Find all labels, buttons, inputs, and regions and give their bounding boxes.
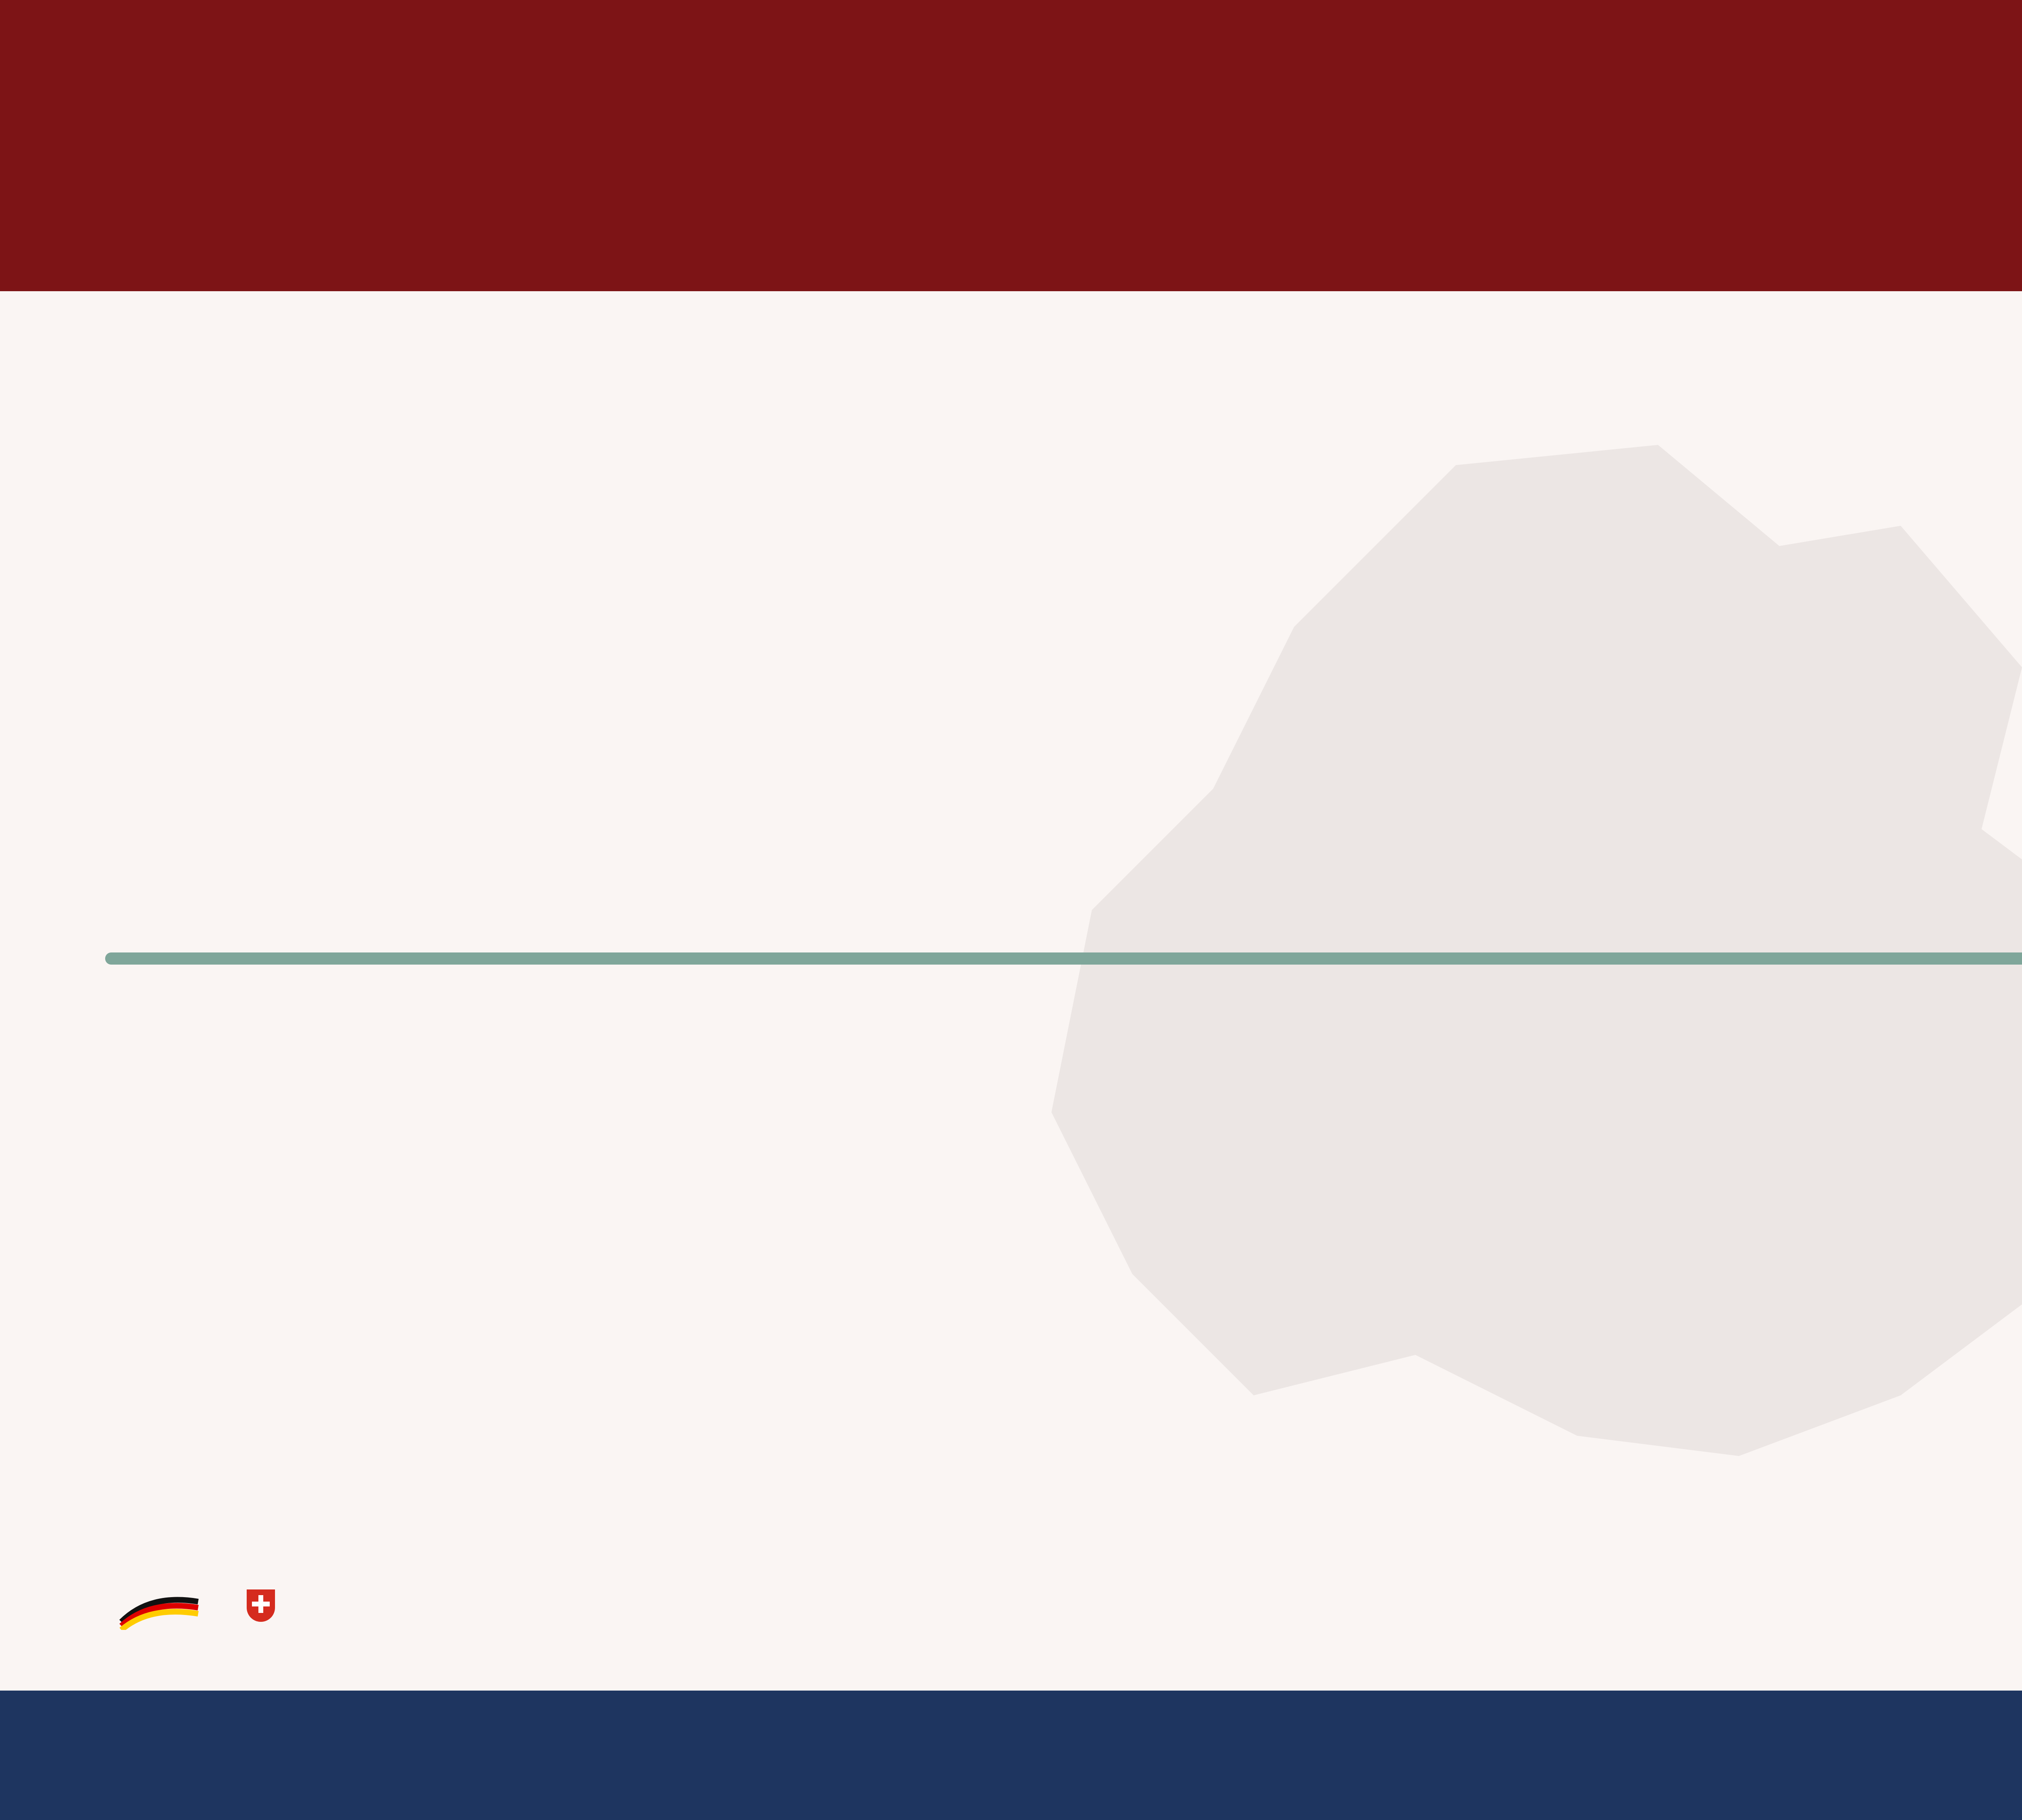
german-flag-swoosh-icon	[117, 1594, 206, 1630]
german-cooperation-logo	[117, 1594, 206, 1666]
header-banner	[0, 0, 2022, 291]
timeline-axis	[105, 952, 2022, 965]
swiss-cross-icon	[247, 1589, 275, 1622]
chevron-pattern	[0, 0, 2022, 81]
kosovo-map-silhouette	[971, 425, 2022, 1476]
footer-bar	[0, 1691, 2022, 1820]
swiss-fdfa-logo	[247, 1589, 570, 1670]
